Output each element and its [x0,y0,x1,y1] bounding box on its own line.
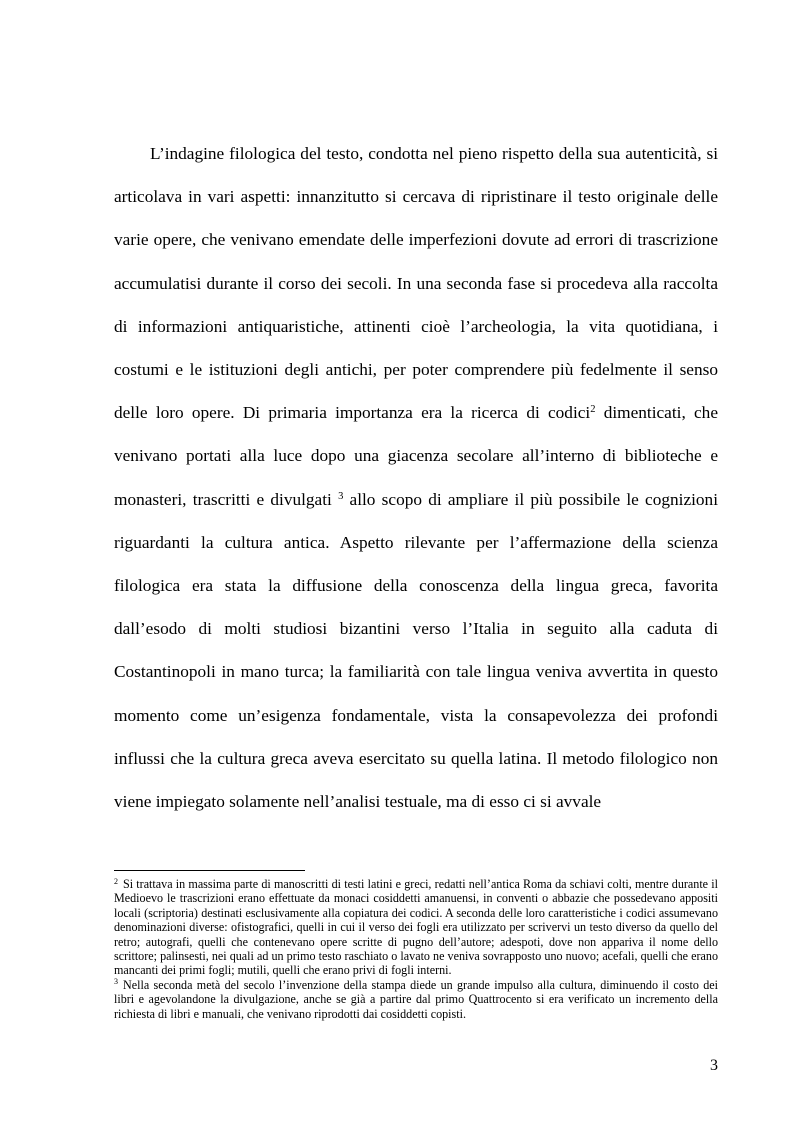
footnote-mark-3: 3 [114,977,118,987]
footnote-mark-2: 2 [114,876,118,886]
footnote-text-3: Nella seconda metà del secolo l’invenzione della stampa diede un grande impulso alla cultura, diminuendo il costo dei libri e agevolandone la divulgazione, anche se già a partire dal primo Quattrocento si era verificato un incremento della richiesta di libri e manuali, che venivano riprodotti dai cosiddetti copisti. [114,977,718,1021]
footnote-ref-3: 3 [338,490,344,502]
footnote-separator [114,870,305,871]
body-text-part-2: dimenticati, che venivano portati alla luce dopo una giacenza secolare all’interno di biblioteche e monasteri, trascritti e divulgati [114,403,718,509]
body-paragraph [114,132,718,823]
footnote-ref-2: 2 [590,404,596,416]
body-text-part-3: allo scopo di ampliare il più possibile le cognizioni riguardanti la cultura antica. Aspetto rilevante per l’affermazione della scienza filologica era stata la diffusione della conoscenza della lingua greca, favorita dall’esodo di molti studiosi bizantini verso l’Italia in seguito alla caduta di Costantinopoli in mano turca; la familiarità con tale lingua veniva avvertita in questo momento come un’esigenza fondamentale, vista la consapevolezza dei profondi influssi che la cultura greca aveva esercitato su quella latina. Il metodo filologico non viene impiegato solamente nell’analisi testuale, ma di esso ci si avvale [114,489,718,812]
footnotes-section [114,877,718,1021]
footnote-text-2: Si trattava in massima parte di manoscritti di testi latini e greci, redatti nell’antica Roma da schiavi colti, mentre durante il Medioevo le trascrizioni erano effettuate da monaci cosiddetti amanuensi, in conventi o abbazie che possedevano appositi locali (scriptoria) destinati esclusivamente alla copiatura dei codici. A seconda delle loro caratteristiche i codici assumevano denominazioni diverse: ofistografici, quelli in cui il verso dei fogli era utilizzato per scrivervi un testo diverso da quello del retro; autografi, quelli che contenevano opere scritte di pugno dell’autore; adespoti, dove non appariva il nome dello scrittore; palinsesti, nei quali ad un primo testo raschiato o lavato ne veniva sovrapposto uno nuovo; acefali, quelli che erano mancanti dei primi fogli; mutili, quelli che erano privi di fogli interni. [114,877,718,978]
footnote-2 [114,877,718,978]
body-text-part-1: L’indagine filologica del testo, condotta nel pieno rispetto della sua autenticità, si articolava in vari aspetti: innanzitutto si cercava di ripristinare il testo originale delle varie opere, che venivano emendate delle imperfezioni dovute ad errori di trascrizione accumulatisi durante il corso dei secoli. In una seconda fase si procedeva alla raccolta di informazioni antiquaristiche, attinenti cioè l’archeologia, la vita quotidiana, i costumi e le istituzioni degli antichi, per poter comprendere più fedelmente il senso delle loro opere. Di primaria importanza era la ricerca di codici [114,144,718,423]
footnote-3 [114,978,718,1021]
page-number: 3 [710,1057,718,1074]
